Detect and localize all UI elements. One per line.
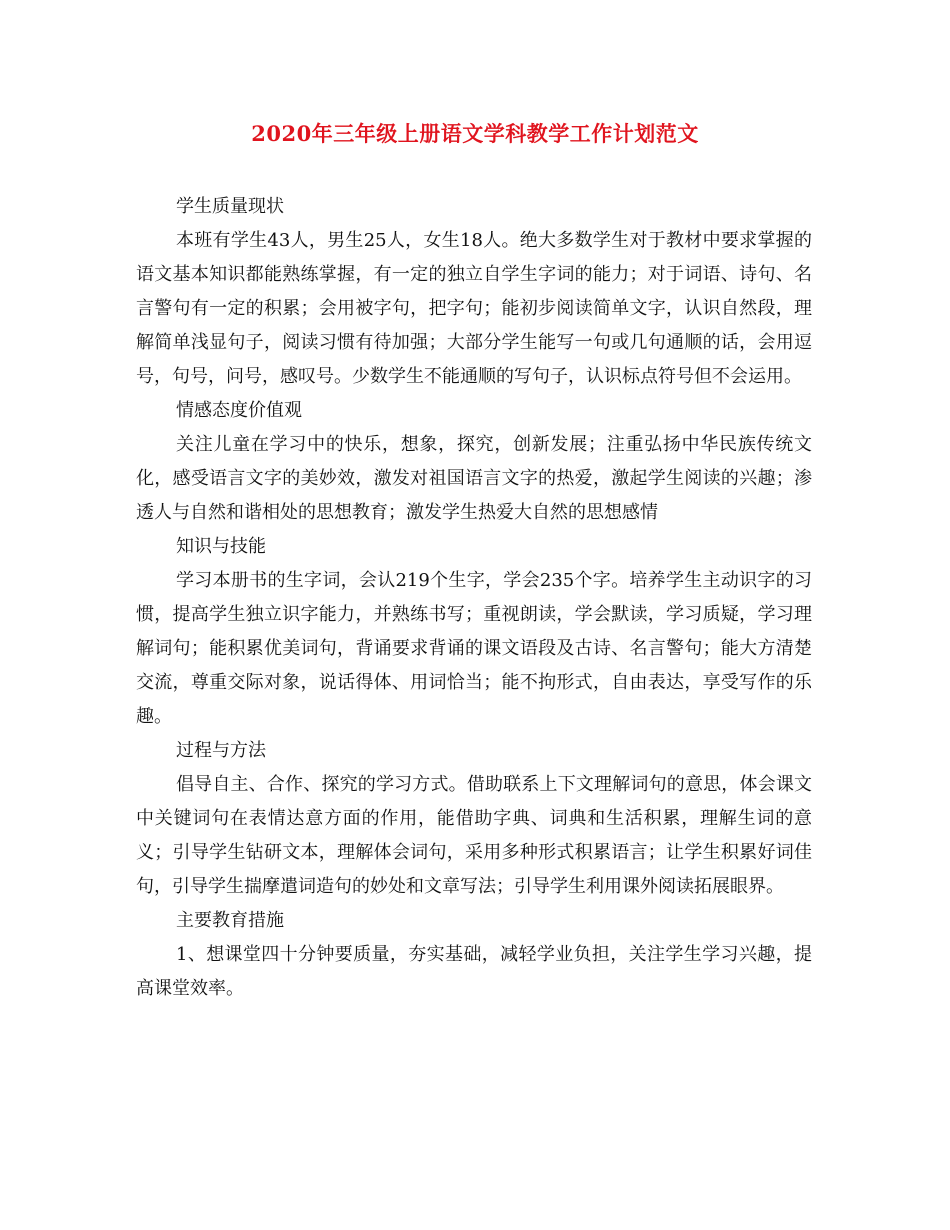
document-title: 2020年三年级上册语文学科教学工作计划范文 [251, 121, 699, 146]
document-body [136, 190, 812, 1006]
section-paragraph-main-measures: 1、想课堂四十分钟要质量，夯实基础，减轻学业负担，关注学生学习兴趣，提高课堂效率。 [136, 944, 812, 999]
section-paragraph-attitude-values: 关注儿童在学习中的快乐，想象，探究，创新发展；注重弘扬中华民族传统文化，感受语言文字的美妙效，激发对祖国语言文字的热爱，激起学生阅读的兴趣；渗透人与自然和谐相处的思想教育；激发学生热爱大自然的思想感情 [136, 434, 812, 523]
section-heading-knowledge-skills: 知识与技能 [176, 536, 266, 557]
section-heading-student-status: 学生质量现状 [176, 196, 284, 217]
section-paragraph-knowledge-skills: 学习本册书的生字词，会认219个生字，学会235个字。培养学生主动识字的习惯，提高学生独立识字能力，并熟练书写；重视朗读，学会默读，学习质疑，学习理解词句；能积累优美词句，背诵要求背诵的课文语段及古诗、名言警句；能大方清楚交流，尊重交际对象，说话得体、用词恰当；能不拘形式，自由表达，享受写作的乐趣。 [136, 570, 812, 727]
section-heading-attitude-values: 情感态度价值观 [176, 400, 302, 421]
section-heading-main-measures: 主要教育措施 [176, 910, 284, 931]
section-paragraph-process-methods: 倡导自主、合作、探究的学习方式。借助联系上下文理解词句的意思，体会课文中关键词句在表情达意方面的作用，能借助字典、词典和生活积累，理解生词的意义；引导学生钻研文本，理解体会词句，采用多种形式积累语言；让学生积累好词佳句，引导学生揣摩遣词造句的妙处和文章写法；引导学生利用课外阅读拓展眼界。 [136, 774, 812, 897]
section-heading-process-methods: 过程与方法 [176, 740, 266, 761]
section-paragraph-student-status: 本班有学生43人，男生25人，女生18人。绝大多数学生对于教材中要求掌握的语文基本知识都能熟练掌握，有一定的独立自学生字词的能力；对于词语、诗句、名言警句有一定的积累；会用被字句，把字句；能初步阅读简单文字，认识自然段，理解简单浅显句子，阅读习惯有待加强；大部分学生能写一句或几句通顺的话，会用逗号，句号，问号，感叹号。少数学生不能通顺的写句子，认识标点符号但不会运用。 [136, 230, 812, 387]
